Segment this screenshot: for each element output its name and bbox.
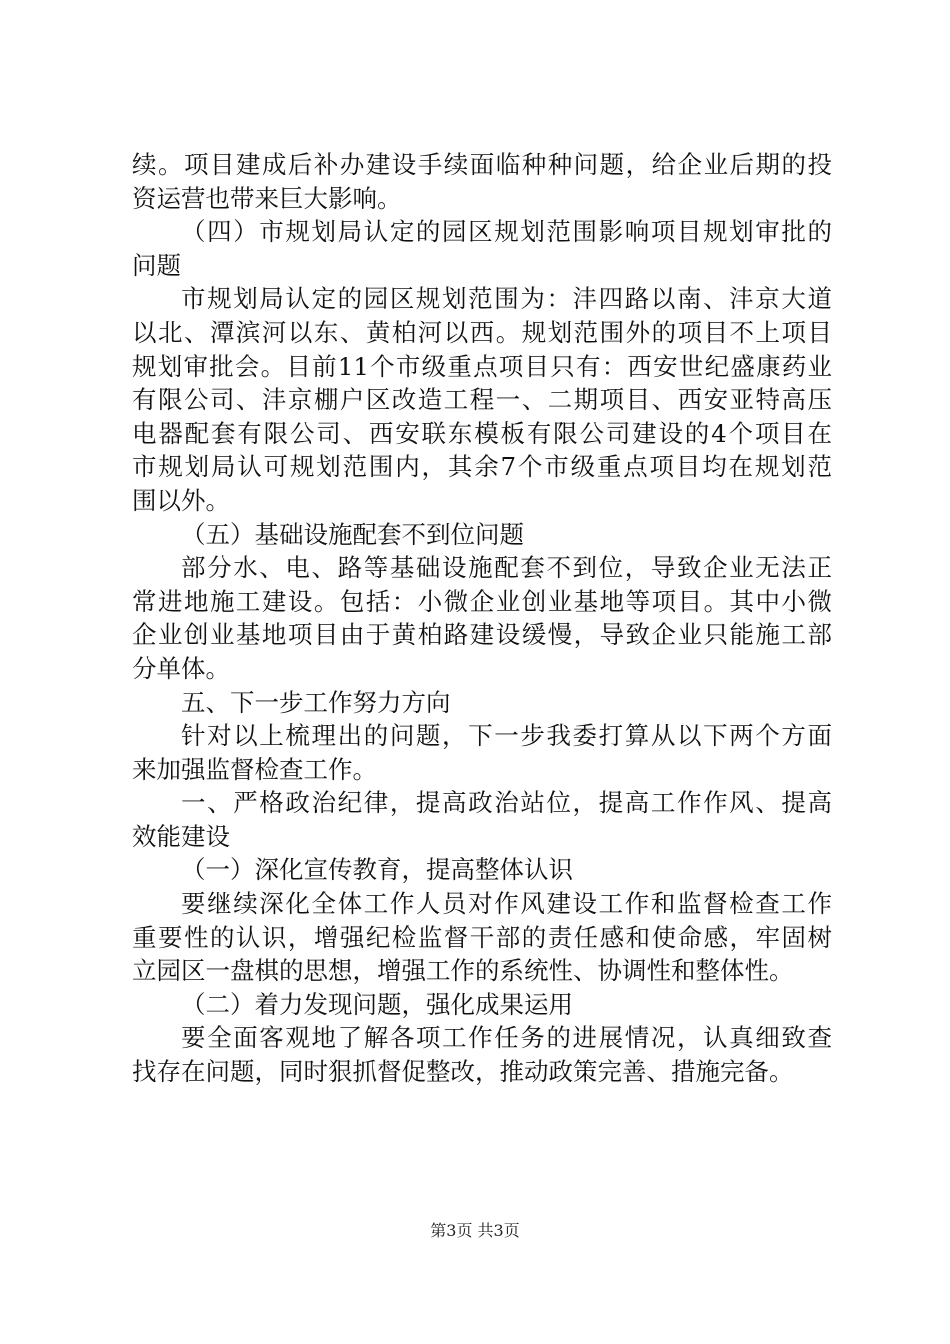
text-line: 针对以上梳理出的问题，下一步我委打算从以下两个方面	[181, 721, 832, 751]
section-heading: （一）深化宣传教育，提高整体认识	[181, 855, 573, 885]
text-line: 围以外。	[132, 485, 230, 515]
text-line: 找存在问题，同时狠抓督促整改，推动政策完善、措施完备。	[132, 1057, 794, 1087]
section-heading: 一、严格政治纪律，提高政治站位，提高工作作风、提高	[181, 788, 832, 818]
text-line: 以北、潭滨河以东、黄柏河以西。规划范围外的项目不上项目	[132, 317, 832, 347]
text-line: 规划审批会。目前11个市级重点项目只有：西安世纪盛康药业	[132, 351, 832, 381]
section-heading: 五、下一步工作努力方向	[181, 687, 451, 717]
text-line: 要全面客观地了解各项工作任务的进展情况，认真细致查	[181, 1023, 832, 1053]
text-line: 市规划局认定的园区规划范围为：沣四路以南、沣京大道	[181, 284, 832, 314]
text-line: 立园区一盘棋的思想，增强工作的系统性、协调性和整体性。	[132, 956, 794, 986]
text-line: 部分水、电、路等基础设施配套不到位，导致企业无法正	[181, 553, 832, 583]
section-heading: （四）市规划局认定的园区规划范围影响项目规划审批的	[181, 217, 832, 247]
text-line: 市规划局认可规划范围内，其余7个市级重点项目均在规划范	[132, 452, 832, 482]
text-line: 常进地施工建设。包括：小微企业创业基地等项目。其中小微	[132, 586, 832, 616]
text-line: 要继续深化全体工作人员对作风建设工作和监督检查工作	[181, 889, 832, 919]
section-heading: 效能建设	[132, 821, 230, 851]
text-line: 有限公司、沣京棚户区改造工程一、二期项目、西安亚特高压	[132, 385, 832, 415]
text-line: 来加强监督检查工作。	[132, 754, 377, 784]
text-line: 电器配套有限公司、西安联东模板有限公司建设的4个项目在	[132, 418, 832, 448]
text-line: 重要性的认识，增强纪检监督干部的责任感和使命感，牢固树	[132, 922, 832, 952]
text-line: 分单体。	[132, 653, 230, 683]
text-line: 企业创业基地项目由于黄柏路建设缓慢，导致企业只能施工部	[132, 620, 832, 650]
page-number-footer: 第3页 共3页	[430, 1221, 520, 1240]
section-heading: （五）基础设施配套不到位问题	[181, 519, 524, 549]
section-heading: 问题	[132, 250, 181, 280]
document-body	[132, 148, 832, 1089]
text-line: 续。项目建成后补办建设手续面临种种问题，给企业后期的投	[132, 150, 832, 179]
section-heading: （二）着力发现问题，强化成果运用	[181, 989, 573, 1019]
text-line: 资运营也带来巨大影响。	[132, 183, 402, 213]
